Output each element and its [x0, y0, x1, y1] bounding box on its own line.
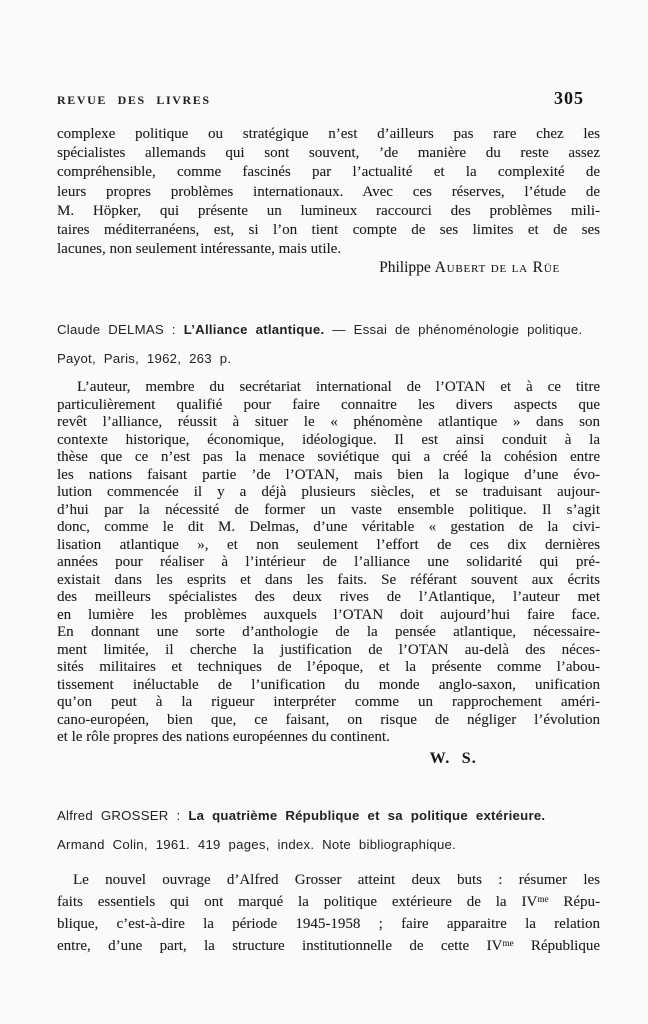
text-line: entre, d’une part, la structure institutionnelle de cette IVᵐᵉ République — [57, 938, 600, 954]
review-paragraph-hopker — [57, 125, 600, 259]
journal-section-title: REVUE DES LIVRES — [57, 93, 211, 107]
text-line: contexte historique, économique, idéologique. Il est ainsi conduit à la — [57, 431, 600, 448]
reviewer-given-name: Philippe — [379, 259, 431, 276]
book-entry-grosser — [57, 808, 617, 852]
text-line: donc, comme le dit M. Delmas, d’une véritable « gestation de la civi- — [57, 519, 600, 535]
book-title-delmas: L’Alliance atlantique. — [183, 322, 325, 337]
review-paragraph-delmas — [57, 379, 600, 747]
reviewer-signature-aubert — [57, 259, 560, 277]
book-author-delmas: Claude DELMAS : — [57, 322, 176, 337]
book-entry-grosser-headline — [57, 808, 617, 823]
text-line: blique, c’est-à-dire la période 1945-1958 ; faire apparaitre la relation — [57, 916, 600, 932]
book-entry-delmas-headline — [57, 322, 617, 337]
text-line: des meilleurs spécialistes des deux rives de l’Atlantique, l’auteur met — [57, 589, 600, 605]
page-header — [57, 88, 600, 109]
text-line: faits essentiels qui ont marqué la politique extérieure de la IVᵐᵉ Répu- — [57, 894, 600, 910]
text-line: En donnant une sorte d’anthologie de la pensée atlantique, nécessaire- — [57, 624, 600, 640]
text-line: cano-européen, bien que, ce faisant, on risque de négliger l’évolution — [57, 711, 600, 728]
reviewer-signature-ws: W. S. — [429, 750, 477, 767]
text-line: particulièrement qualifié pour faire connaitre les divers aspects que — [57, 396, 600, 413]
text-line: les nations faisant partie ’de l’OTAN, mais bien la logique d’une évo- — [57, 466, 600, 483]
reviewer-family-name: Aubert de la Rüe — [434, 259, 560, 276]
text-line: existait dans les esprits et dans les faits. Se référant souvent aux écrits — [57, 571, 600, 588]
text-line: spécialistes allemands qui sont souvent, ’de manière du reste assez — [57, 145, 600, 162]
text-line: complexe politique ou stratégique n’est d’ailleurs pas rare chez les — [57, 126, 600, 142]
review-paragraph-grosser — [57, 869, 600, 957]
text-line: en lumière les problèmes auxquels l’OTAN doit aujourd’hui faire face. — [57, 606, 600, 623]
text-line: tissement inéluctable de l’unification du monde anglo-saxon, unification — [57, 676, 600, 693]
text-line: M. Höpker, qui présente un lumineux raccourci des problèmes mili- — [57, 202, 600, 219]
text-line: thèse que ce n’est pas la menace soviétique qui a créé la cohésion entre — [57, 449, 600, 465]
text-line: d’hui par la nécessité de former un vaste ensemble politique. Il s’agit — [57, 501, 600, 518]
book-title-grosser: La quatrième République et sa politique extérieure. — [188, 808, 546, 823]
text-line: années pour réaliser à l’intérieur de l’alliance une solidarité qui pré- — [57, 554, 600, 570]
text-line: lisation atlantique », et non seulement l’effort de ces dix dernières — [57, 536, 600, 553]
text-line: sités militaires et techniques de l’époque, et la présente comme l’abou- — [57, 659, 600, 675]
text-line: qu’on peut à la rigueur interpréter comme un rapprochement améri- — [57, 694, 600, 710]
text-line: ment limitée, il cherche la justification de l’OTAN au-delà des néces- — [57, 641, 600, 658]
text-line: lution commencée il y a déjà plusieurs siècles, et se traduisant aujour- — [57, 484, 600, 500]
text-line: revêt l’alliance, réussit à situer le « phénomène atlantique » dans son — [57, 414, 600, 430]
text-line: compréhensible, comme fascinés par l’actualité et la complexité de — [57, 164, 600, 181]
book-imprint-delmas: Payot, Paris, 1962, 263 p. — [57, 351, 232, 366]
text-line: et le rôle propres des nations européennes du continent. — [57, 729, 390, 745]
text-line: L’auteur, membre du secrétariat international de l’OTAN et à ce titre — [77, 379, 600, 395]
book-imprint-grosser: Armand Colin, 1961. 419 pages, index. Note bibliographique. — [57, 837, 457, 852]
text-line: Le nouvel ouvrage d’Alfred Grosser atteint deux buts : résumer les — [73, 872, 600, 888]
book-author-grosser: Alfred GROSSER : — [57, 808, 181, 823]
text-line: leurs propres problèmes internationaux. Avec ces réserves, l’étude de — [57, 183, 600, 200]
text-line: taires méditerranéens, est, si l’on tient compte de ses limites et de ses — [57, 222, 600, 239]
book-subtitle-delmas: — Essai de phénoménologie politique. — [332, 322, 583, 337]
book-entry-delmas — [57, 322, 617, 366]
page-number: 305 — [554, 88, 584, 108]
text-line: lacunes, non seulement intéressante, mais utile. — [57, 241, 342, 258]
